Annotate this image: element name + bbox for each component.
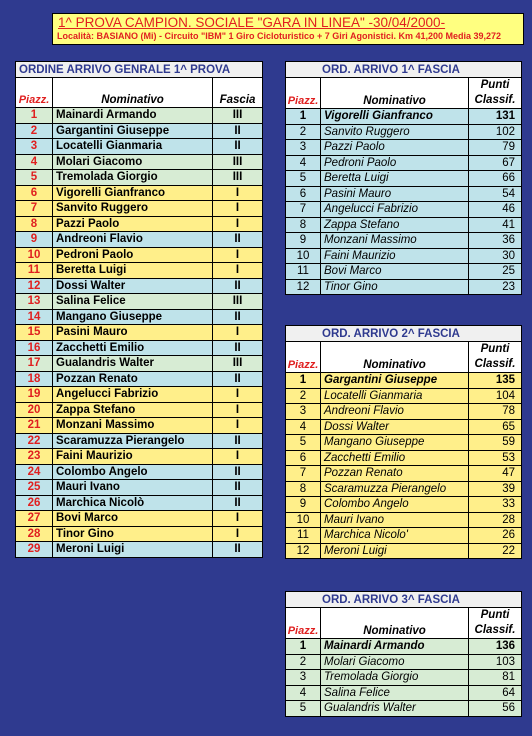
category-cell: II <box>213 139 263 155</box>
table-row <box>286 419 522 435</box>
table-row <box>16 170 263 186</box>
name-cell: Tremolada Giorgio <box>321 670 469 686</box>
table-row <box>286 670 522 686</box>
table-row <box>286 124 522 140</box>
name-cell: Faini Maurizio <box>321 248 469 264</box>
col-header-category: Fascia <box>213 78 263 108</box>
name-cell: Salina Felice <box>321 685 469 701</box>
category-cell: II <box>213 309 263 325</box>
col-header-points-line2: Classif. <box>474 358 516 370</box>
table-row <box>286 528 522 544</box>
points-cell: 30 <box>469 248 522 264</box>
category-cell: II <box>213 542 263 558</box>
position-cell: 29 <box>16 542 53 558</box>
points-cell: 79 <box>469 140 522 156</box>
table-row <box>286 481 522 497</box>
table-row <box>16 433 263 449</box>
table-row <box>16 371 263 387</box>
name-cell: Mangano Giuseppe <box>321 435 469 451</box>
name-cell: Pedroni Paolo <box>53 247 213 263</box>
name-cell: Mauri Ivano <box>321 512 469 528</box>
table-row <box>286 450 522 466</box>
table-row <box>286 155 522 171</box>
name-cell: Monzani Massimo <box>53 418 213 434</box>
table-row <box>16 278 263 294</box>
points-cell: 56 <box>469 701 522 717</box>
position-cell: 12 <box>286 543 321 559</box>
position-cell: 14 <box>16 309 53 325</box>
table-row <box>286 248 522 264</box>
col-header-points-line1: Punti <box>480 609 510 621</box>
name-cell: Zappa Stefano <box>53 402 213 418</box>
category-cell: II <box>213 371 263 387</box>
name-cell: Beretta Luigi <box>321 171 469 187</box>
page-subtitle: Località: BASIANO (Mi) - Circuito "IBM" 1 Giro Cicloturistico + 7 Giri Agonistici. Km 41,200 Media 39,272 <box>57 31 502 41</box>
position-cell: 28 <box>16 526 53 542</box>
name-cell: Monzani Massimo <box>321 233 469 249</box>
table-row <box>16 123 263 139</box>
name-cell: Pasini Mauro <box>321 186 469 202</box>
name-cell: Bovi Marco <box>53 511 213 527</box>
position-cell: 21 <box>16 418 53 434</box>
position-cell: 4 <box>286 155 321 171</box>
category-cell: III <box>213 356 263 372</box>
points-cell: 41 <box>469 217 522 233</box>
position-cell: 24 <box>16 464 53 480</box>
table-row <box>286 388 522 404</box>
position-cell: 18 <box>16 371 53 387</box>
table-row <box>286 404 522 420</box>
col-header-points-line2: Classif. <box>474 624 516 636</box>
position-cell: 11 <box>286 264 321 280</box>
category-cell: III <box>213 294 263 310</box>
name-cell: Zacchetti Emilio <box>321 450 469 466</box>
name-cell: Locatelli Gianmaria <box>53 139 213 155</box>
table-row <box>286 264 522 280</box>
position-cell: 2 <box>286 654 321 670</box>
table-row <box>286 512 522 528</box>
general-ranking-title: ORDINE ARRIVO GENRALE 1^ PROVA <box>16 62 263 78</box>
category-cell: II <box>213 433 263 449</box>
points-cell: 39 <box>469 481 522 497</box>
name-cell: Tremolada Giorgio <box>53 170 213 186</box>
position-cell: 7 <box>286 202 321 218</box>
table-row <box>16 232 263 248</box>
points-cell: 135 <box>469 373 522 389</box>
name-cell: Gargantini Giuseppe <box>53 123 213 139</box>
position-cell: 5 <box>286 435 321 451</box>
name-cell: Pazzi Paolo <box>321 140 469 156</box>
col-header-name: Nominativo <box>321 78 469 109</box>
col-header-position: Piazz. <box>286 608 321 639</box>
position-cell: 17 <box>16 356 53 372</box>
points-cell: 54 <box>469 186 522 202</box>
position-cell: 12 <box>16 278 53 294</box>
position-cell: 5 <box>286 171 321 187</box>
position-cell: 23 <box>16 449 53 465</box>
points-cell: 28 <box>469 512 522 528</box>
title-box <box>52 13 524 45</box>
position-cell: 9 <box>286 497 321 513</box>
category-cell: III <box>213 170 263 186</box>
position-cell: 8 <box>286 481 321 497</box>
col-header-points-line2: Classif. <box>474 94 516 106</box>
category-cell: II <box>213 464 263 480</box>
points-cell: 26 <box>469 528 522 544</box>
category-cell: I <box>213 216 263 232</box>
table-row <box>16 402 263 418</box>
table-row <box>16 247 263 263</box>
name-cell: Pozzan Renato <box>321 466 469 482</box>
name-cell: Sanvito Ruggero <box>321 124 469 140</box>
position-cell: 12 <box>286 279 321 295</box>
points-cell: 59 <box>469 435 522 451</box>
category-cell: I <box>213 263 263 279</box>
table-row <box>286 497 522 513</box>
name-cell: Tinor Gino <box>53 526 213 542</box>
points-cell: 66 <box>469 171 522 187</box>
name-cell: Andreoni Flavio <box>53 232 213 248</box>
table-row <box>286 685 522 701</box>
points-cell: 131 <box>469 109 522 125</box>
position-cell: 5 <box>286 701 321 717</box>
position-cell: 2 <box>16 123 53 139</box>
col-header-name: Nominativo <box>53 78 213 108</box>
category-cell: II <box>213 123 263 139</box>
col-header-points-line1: Punti <box>480 79 510 91</box>
table-row <box>16 511 263 527</box>
table-row <box>286 543 522 559</box>
position-cell: 5 <box>16 170 53 186</box>
name-cell: Gualandris Walter <box>53 356 213 372</box>
fascia3-ranking-title: ORD. ARRIVO 3^ FASCIA <box>286 592 522 608</box>
fascia3-ranking-table <box>285 591 522 717</box>
category-cell: I <box>213 247 263 263</box>
name-cell: Zacchetti Emilio <box>53 340 213 356</box>
col-header-points <box>469 608 522 639</box>
table-row <box>16 139 263 155</box>
fascia1-ranking-table <box>285 61 522 295</box>
points-cell: 104 <box>469 388 522 404</box>
table-row <box>286 186 522 202</box>
table-row <box>286 202 522 218</box>
table-row <box>286 109 522 125</box>
name-cell: Meroni Luigi <box>321 543 469 559</box>
table-row <box>16 154 263 170</box>
points-cell: 25 <box>469 264 522 280</box>
category-cell: III <box>213 108 263 124</box>
name-cell: Molari Giacomo <box>321 654 469 670</box>
position-cell: 3 <box>286 670 321 686</box>
points-cell: 46 <box>469 202 522 218</box>
table-row <box>16 294 263 310</box>
name-cell: Scaramuzza Pierangelo <box>53 433 213 449</box>
points-cell: 53 <box>469 450 522 466</box>
position-cell: 9 <box>286 233 321 249</box>
points-cell: 67 <box>469 155 522 171</box>
points-cell: 47 <box>469 466 522 482</box>
points-cell: 65 <box>469 419 522 435</box>
position-cell: 6 <box>16 185 53 201</box>
fascia1-ranking-title: ORD. ARRIVO 1^ FASCIA <box>286 62 522 78</box>
position-cell: 10 <box>16 247 53 263</box>
name-cell: Mainardi Armando <box>53 108 213 124</box>
col-header-points <box>469 342 522 373</box>
name-cell: Mangano Giuseppe <box>53 309 213 325</box>
general-ranking-table <box>15 61 263 558</box>
name-cell: Dossi Walter <box>321 419 469 435</box>
category-cell: I <box>213 449 263 465</box>
category-cell: I <box>213 325 263 341</box>
table-row <box>16 495 263 511</box>
name-cell: Angelucci Fabrizio <box>53 387 213 403</box>
position-cell: 1 <box>286 373 321 389</box>
category-cell: II <box>213 340 263 356</box>
table-row <box>286 466 522 482</box>
position-cell: 27 <box>16 511 53 527</box>
position-cell: 3 <box>286 140 321 156</box>
category-cell: II <box>213 495 263 511</box>
position-cell: 4 <box>286 419 321 435</box>
position-cell: 11 <box>16 263 53 279</box>
table-row <box>286 639 522 655</box>
name-cell: Angelucci Fabrizio <box>321 202 469 218</box>
table-row <box>286 233 522 249</box>
position-cell: 3 <box>16 139 53 155</box>
position-cell: 6 <box>286 450 321 466</box>
category-cell: II <box>213 278 263 294</box>
category-cell: I <box>213 185 263 201</box>
name-cell: Pedroni Paolo <box>321 155 469 171</box>
points-cell: 64 <box>469 685 522 701</box>
name-cell: Scaramuzza Pierangelo <box>321 481 469 497</box>
col-header-name: Nominativo <box>321 608 469 639</box>
position-cell: 10 <box>286 248 321 264</box>
page-title: 1^ PROVA CAMPION. SOCIALE "GARA IN LINEA" -30/04/2000- <box>58 15 446 30</box>
position-cell: 1 <box>16 108 53 124</box>
col-header-position: Piazz. <box>286 78 321 109</box>
table-row <box>16 201 263 217</box>
points-cell: 78 <box>469 404 522 420</box>
name-cell: Gualandris Walter <box>321 701 469 717</box>
table-row <box>16 216 263 232</box>
name-cell: Dossi Walter <box>53 278 213 294</box>
name-cell: Mainardi Armando <box>321 639 469 655</box>
name-cell: Marchica Nicolo' <box>321 528 469 544</box>
points-cell: 33 <box>469 497 522 513</box>
table-row <box>16 325 263 341</box>
table-row <box>16 108 263 124</box>
position-cell: 10 <box>286 512 321 528</box>
position-cell: 19 <box>16 387 53 403</box>
fascia2-ranking-table <box>285 325 522 559</box>
points-cell: 103 <box>469 654 522 670</box>
position-cell: 15 <box>16 325 53 341</box>
col-header-position: Piazz. <box>286 342 321 373</box>
position-cell: 2 <box>286 388 321 404</box>
points-cell: 136 <box>469 639 522 655</box>
position-cell: 4 <box>16 154 53 170</box>
points-cell: 102 <box>469 124 522 140</box>
name-cell: Beretta Luigi <box>53 263 213 279</box>
table-row <box>16 542 263 558</box>
position-cell: 20 <box>16 402 53 418</box>
position-cell: 3 <box>286 404 321 420</box>
table-row <box>16 356 263 372</box>
category-cell: II <box>213 232 263 248</box>
name-cell: Faini Maurizio <box>53 449 213 465</box>
name-cell: Bovi Marco <box>321 264 469 280</box>
table-row <box>16 418 263 434</box>
col-header-name: Nominativo <box>321 342 469 373</box>
name-cell: Molari Giacomo <box>53 154 213 170</box>
name-cell: Colombo Angelo <box>321 497 469 513</box>
name-cell: Marchica Nicolò <box>53 495 213 511</box>
table-row <box>16 526 263 542</box>
name-cell: Pasini Mauro <box>53 325 213 341</box>
name-cell: Tinor Gino <box>321 279 469 295</box>
position-cell: 8 <box>16 216 53 232</box>
category-cell: I <box>213 387 263 403</box>
table-row <box>16 309 263 325</box>
table-row <box>286 435 522 451</box>
name-cell: Andreoni Flavio <box>321 404 469 420</box>
name-cell: Salina Felice <box>53 294 213 310</box>
table-row <box>286 140 522 156</box>
category-cell: II <box>213 480 263 496</box>
category-cell: I <box>213 418 263 434</box>
table-row <box>286 701 522 717</box>
name-cell: Colombo Angelo <box>53 464 213 480</box>
position-cell: 4 <box>286 685 321 701</box>
points-cell: 36 <box>469 233 522 249</box>
points-cell: 23 <box>469 279 522 295</box>
table-row <box>286 373 522 389</box>
position-cell: 9 <box>16 232 53 248</box>
fascia2-ranking-title: ORD. ARRIVO 2^ FASCIA <box>286 326 522 342</box>
col-header-points <box>469 78 522 109</box>
table-row <box>16 263 263 279</box>
table-row <box>286 279 522 295</box>
position-cell: 7 <box>286 466 321 482</box>
name-cell: Vigorelli Gianfranco <box>321 109 469 125</box>
position-cell: 2 <box>286 124 321 140</box>
table-row <box>16 387 263 403</box>
position-cell: 6 <box>286 186 321 202</box>
position-cell: 1 <box>286 109 321 125</box>
position-cell: 13 <box>16 294 53 310</box>
table-row <box>16 449 263 465</box>
table-row <box>16 185 263 201</box>
name-cell: Meroni Luigi <box>53 542 213 558</box>
category-cell: III <box>213 154 263 170</box>
col-header-position: Piazz. <box>16 78 53 108</box>
table-row <box>286 217 522 233</box>
category-cell: I <box>213 511 263 527</box>
table-row <box>286 171 522 187</box>
name-cell: Zappa Stefano <box>321 217 469 233</box>
position-cell: 1 <box>286 639 321 655</box>
position-cell: 11 <box>286 528 321 544</box>
position-cell: 22 <box>16 433 53 449</box>
name-cell: Pozzan Renato <box>53 371 213 387</box>
category-cell: I <box>213 526 263 542</box>
category-cell: I <box>213 402 263 418</box>
points-cell: 22 <box>469 543 522 559</box>
name-cell: Sanvito Ruggero <box>53 201 213 217</box>
name-cell: Mauri Ivano <box>53 480 213 496</box>
position-cell: 7 <box>16 201 53 217</box>
name-cell: Pazzi Paolo <box>53 216 213 232</box>
table-row <box>286 654 522 670</box>
position-cell: 26 <box>16 495 53 511</box>
category-cell: I <box>213 201 263 217</box>
table-row <box>16 464 263 480</box>
col-header-points-line1: Punti <box>480 343 510 355</box>
name-cell: Locatelli Gianmaria <box>321 388 469 404</box>
points-cell: 81 <box>469 670 522 686</box>
table-row <box>16 480 263 496</box>
name-cell: Gargantini Giuseppe <box>321 373 469 389</box>
position-cell: 16 <box>16 340 53 356</box>
position-cell: 8 <box>286 217 321 233</box>
name-cell: Vigorelli Gianfranco <box>53 185 213 201</box>
position-cell: 25 <box>16 480 53 496</box>
table-row <box>16 340 263 356</box>
